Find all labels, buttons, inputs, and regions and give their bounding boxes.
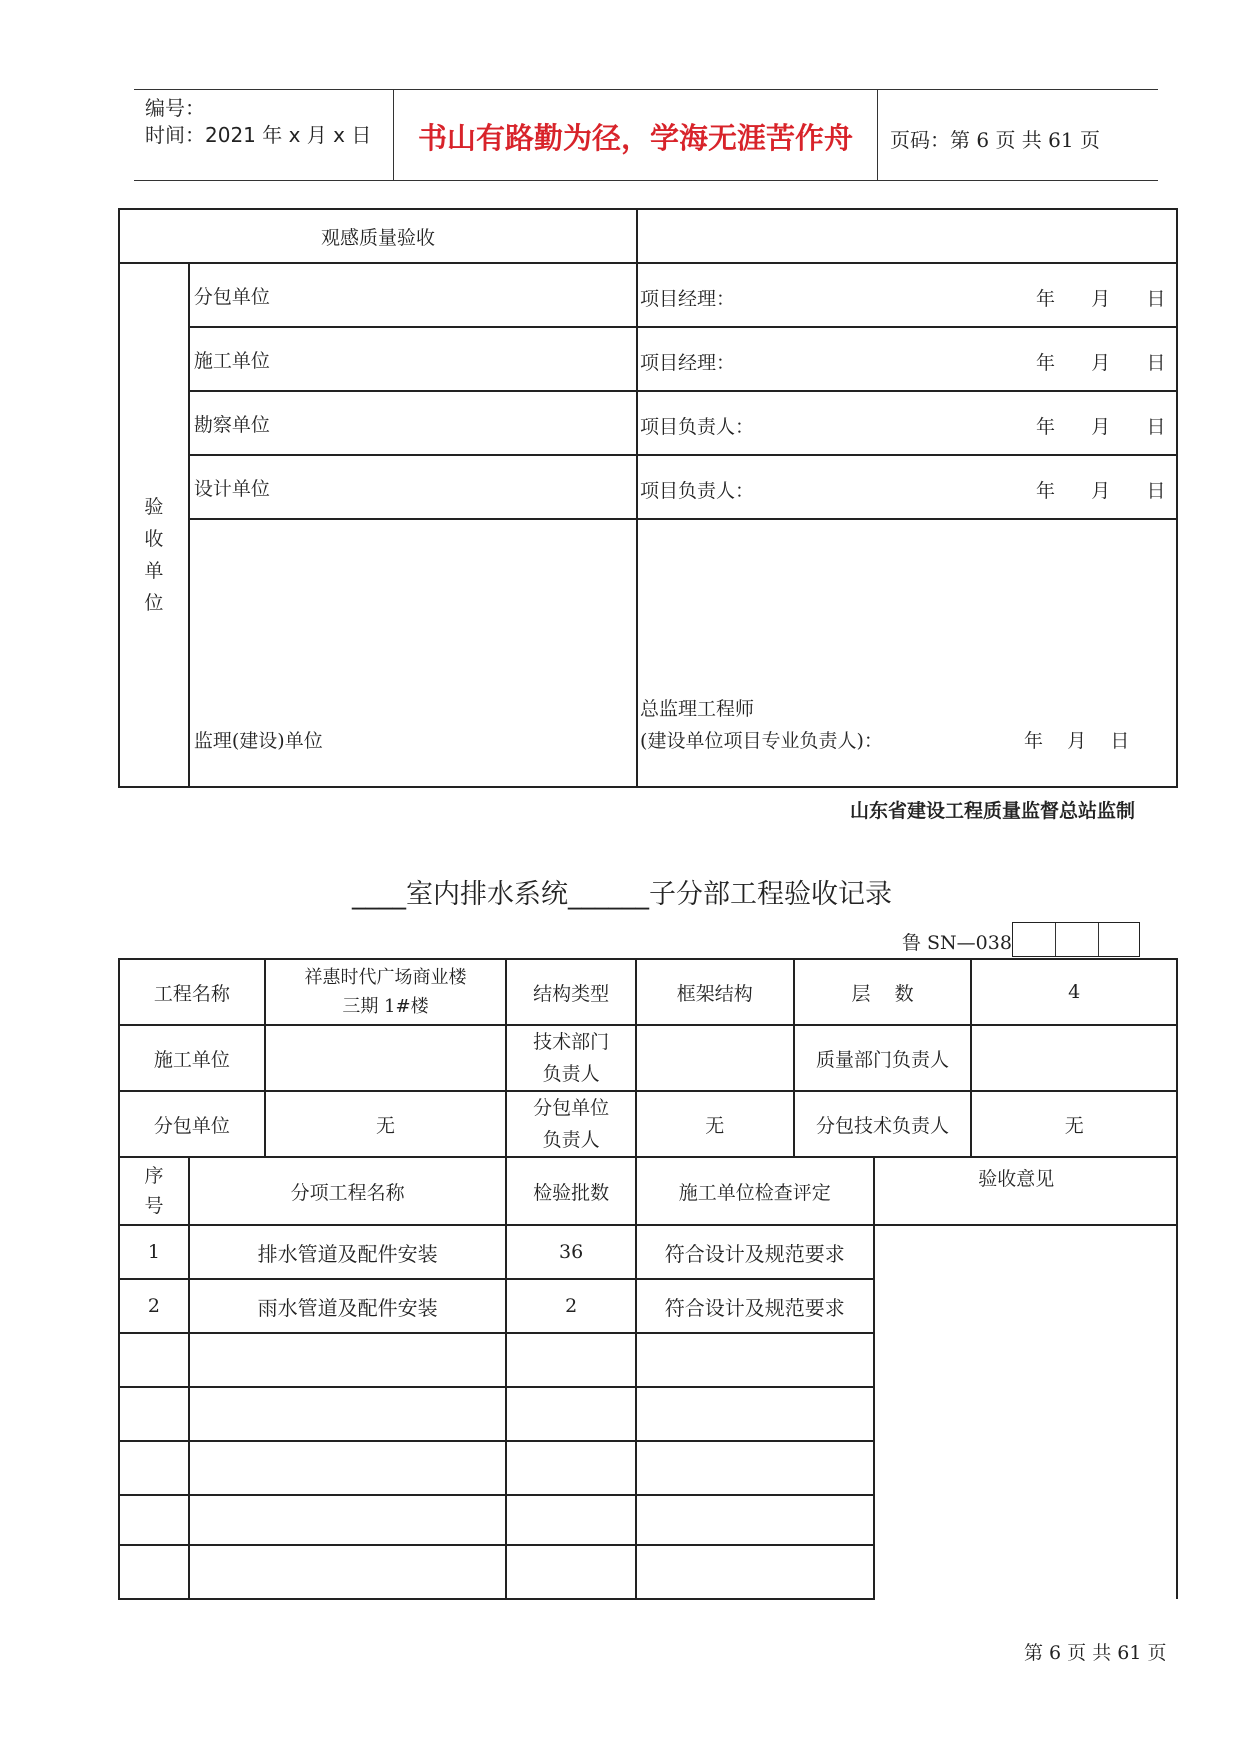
- col-name-header: 分项工程名称: [189, 1157, 506, 1225]
- item-batches: [506, 1495, 636, 1545]
- item-batches: [506, 1333, 636, 1387]
- header-motto: 书山有路勤为径，学海无涯苦作舟: [417, 121, 853, 155]
- item-seq: [119, 1495, 189, 1545]
- acceptance-row-signoff: 项目负责人： 年 月 日: [637, 455, 1177, 519]
- acceptance-row-unit: 勘察单位: [189, 391, 637, 455]
- quality-dept-head-value: [971, 1025, 1177, 1091]
- header-number-label: 编号：: [145, 96, 205, 120]
- opinion-area: [874, 1225, 1177, 1599]
- item-evaluation: [636, 1387, 874, 1441]
- header-divider-right: [877, 89, 878, 181]
- items-table: [118, 1156, 1178, 1600]
- item-seq: [119, 1387, 189, 1441]
- item-name: 排水管道及配件安装: [189, 1225, 506, 1279]
- floors-label: 层 数: [794, 959, 972, 1025]
- item-name: [189, 1441, 506, 1495]
- acceptance-row-unit: 分包单位: [189, 263, 637, 327]
- title-system: ____室内排水系统______: [352, 879, 649, 910]
- acceptance-row-signoff: 项目经理： 年 月 日: [637, 263, 1177, 327]
- item-seq: [119, 1441, 189, 1495]
- acceptance-unit-side-label: 验收单位: [119, 263, 189, 787]
- monitor-note: 山东省建设工程质量监督总站监制: [850, 800, 1136, 822]
- subcontractor-label: 分包单位: [119, 1091, 265, 1157]
- item-seq: 1: [119, 1225, 189, 1279]
- acceptance-table: [118, 208, 1178, 788]
- subcontractor-tech-head-label: 分包技术负责人: [794, 1091, 972, 1157]
- floors-value: 4: [971, 959, 1177, 1025]
- acceptance-row-signoff: 项目经理： 年 月 日: [637, 327, 1177, 391]
- item-name: [189, 1495, 506, 1545]
- project-info-table: [118, 958, 1178, 1158]
- appearance-quality-label: 观感质量验收: [119, 209, 637, 263]
- structure-type-label: 结构类型: [506, 959, 636, 1025]
- header-top-rule: [134, 89, 1158, 90]
- acceptance-row-signoff: 项目负责人： 年 月 日: [637, 391, 1177, 455]
- subcontractor-value: 无: [265, 1091, 507, 1157]
- builder-label: 施工单位: [119, 1025, 265, 1091]
- item-batches: [506, 1545, 636, 1599]
- col-opinion-header: 验收意见: [874, 1157, 1177, 1225]
- item-evaluation: [636, 1545, 874, 1599]
- header-page-label: 页码：第 6 页 共 61 页: [890, 128, 1100, 152]
- item-batches: [506, 1441, 636, 1495]
- item-evaluation: [636, 1333, 874, 1387]
- item-evaluation: [636, 1495, 874, 1545]
- item-name: [189, 1387, 506, 1441]
- subcontractor-head-value: 无: [636, 1091, 794, 1157]
- project-name-value: 祥惠时代广场商业楼 三期 1#楼: [265, 959, 507, 1025]
- item-seq: [119, 1333, 189, 1387]
- header-time-label: 时间：2021 年 x 月 x 日: [145, 123, 372, 147]
- header-bottom-rule: [134, 180, 1158, 181]
- item-name: 雨水管道及配件安装: [189, 1279, 506, 1333]
- item-seq: [119, 1545, 189, 1599]
- subcontractor-head-label: 分包单位 负责人: [506, 1091, 636, 1157]
- item-name: [189, 1545, 506, 1599]
- acceptance-row-unit: 设计单位: [189, 455, 637, 519]
- tech-dept-head-label: 技术部门 负责人: [506, 1025, 636, 1091]
- subcontractor-tech-head-value: 无: [971, 1091, 1177, 1157]
- builder-value: [265, 1025, 507, 1091]
- record-title: [352, 872, 892, 911]
- item-seq: 2: [119, 1279, 189, 1333]
- appearance-quality-value: [637, 209, 1177, 263]
- footer-page-number: 第 6 页 共 61 页: [1024, 1642, 1167, 1664]
- col-evaluation-header: 施工单位检查评定: [636, 1157, 874, 1225]
- quality-dept-head-label: 质量部门负责人: [794, 1025, 972, 1091]
- supervision-signoff: 总监理工程师 (建设单位项目专业负责人)： 年 月 日: [637, 519, 1177, 787]
- acceptance-row-unit: 施工单位: [189, 327, 637, 391]
- title-suffix: 子分部工程验收记录: [649, 879, 892, 910]
- col-batches-header: 检验批数: [506, 1157, 636, 1225]
- tech-dept-head-value: [636, 1025, 794, 1091]
- structure-type-value: 框架结构: [636, 959, 794, 1025]
- form-code-boxes: [1012, 922, 1140, 957]
- item-evaluation: [636, 1441, 874, 1495]
- item-evaluation: 符合设计及规范要求: [636, 1225, 874, 1279]
- item-batches: 36: [506, 1225, 636, 1279]
- item-batches: [506, 1387, 636, 1441]
- item-evaluation: 符合设计及规范要求: [636, 1279, 874, 1333]
- project-name-label: 工程名称: [119, 959, 265, 1025]
- supervision-unit: 监理(建设)单位: [189, 519, 637, 787]
- item-batches: 2: [506, 1279, 636, 1333]
- item-name: [189, 1333, 506, 1387]
- form-code: 鲁 SN—038: [902, 932, 1012, 954]
- col-seq-header: 序 号: [119, 1157, 189, 1225]
